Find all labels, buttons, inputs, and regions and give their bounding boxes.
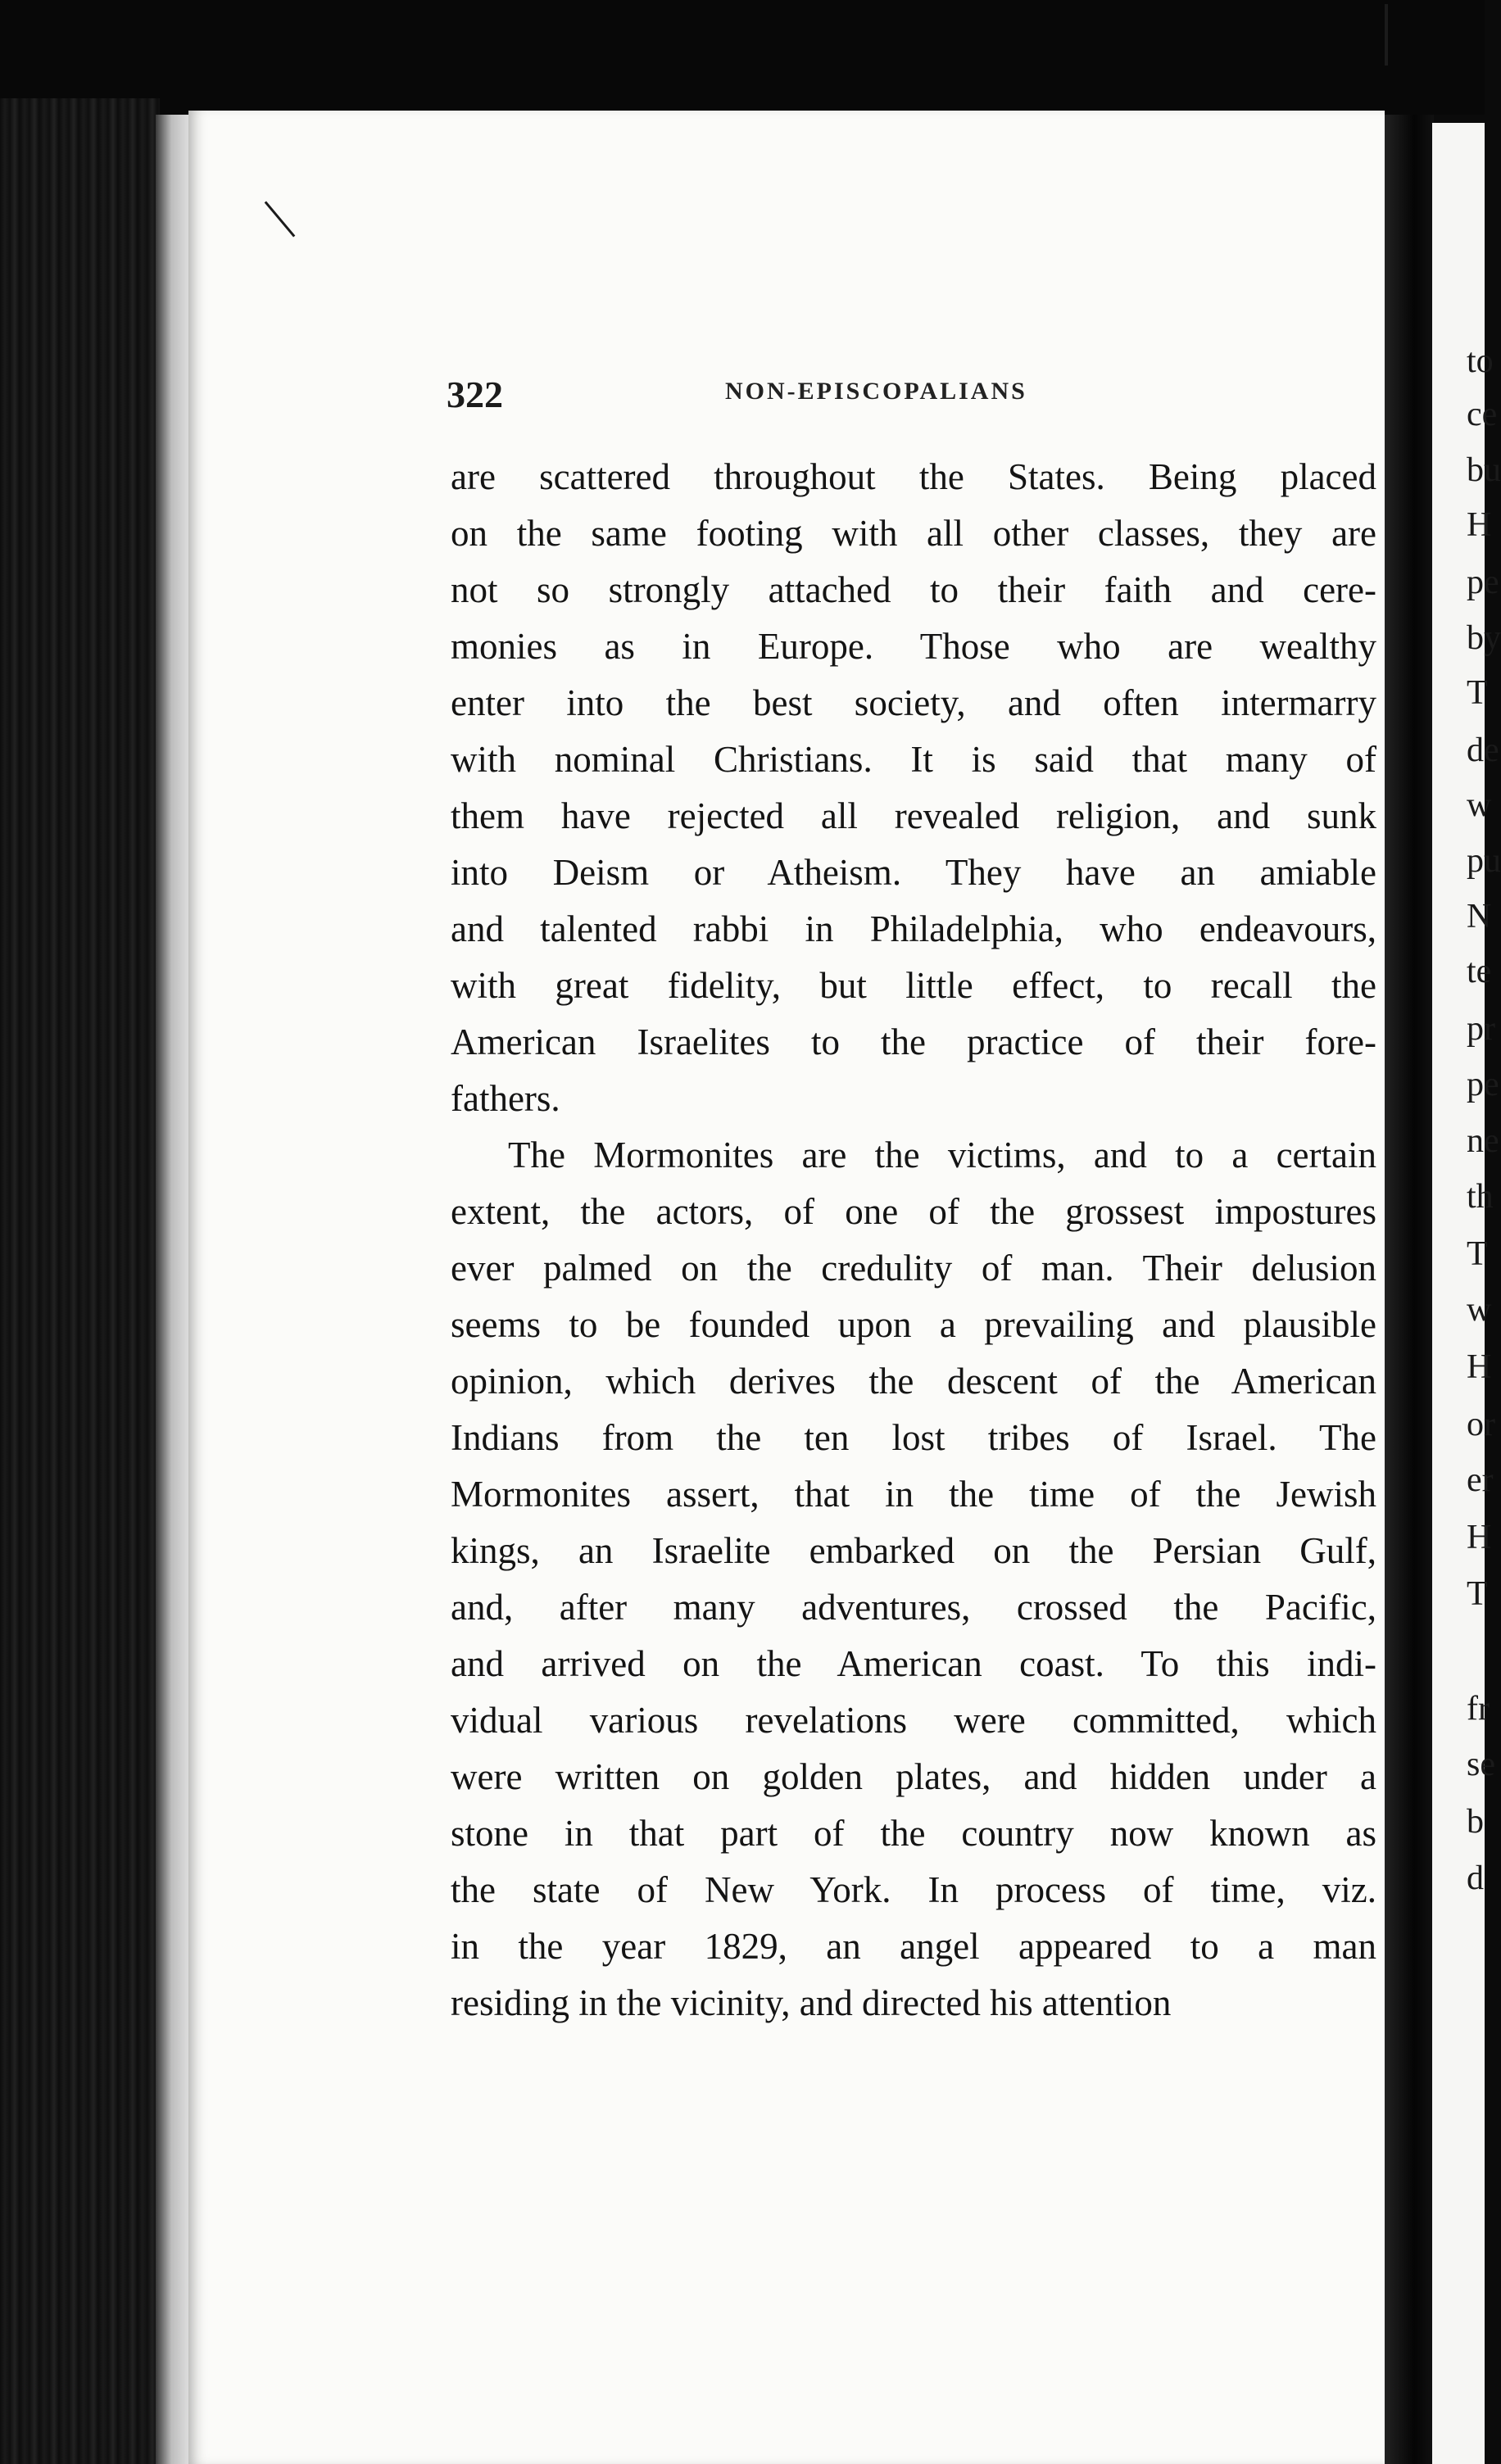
- facing-page-fragment: d: [1467, 1859, 1484, 1897]
- page-number: 322: [447, 374, 503, 415]
- paragraph: [451, 449, 1376, 1127]
- text-line: and talented rabbi in Philadelphia, who endeavours,: [451, 908, 1376, 949]
- running-head-title: NON-EPISCOPALIANS: [725, 378, 1027, 405]
- scanner-background-top: [0, 0, 1485, 115]
- text-line: stone in that part of the country now known as: [451, 1813, 1376, 1854]
- text-line: and arrived on the American coast. To this indi-: [451, 1643, 1376, 1684]
- text-line: seems to be founded upon a prevailing and plausible: [451, 1304, 1376, 1345]
- facing-page-fragment: T: [1467, 1575, 1488, 1613]
- text-line: with nominal Christians. It is said that many of: [451, 739, 1376, 780]
- text-line: The Mormonites are the victims, and to a certain: [508, 1135, 1376, 1175]
- facing-page-fragment: se: [1467, 1746, 1495, 1783]
- facing-page-fragment: to: [1467, 342, 1494, 380]
- text-line: in the year 1829, an angel appeared to a man: [451, 1926, 1376, 1967]
- facing-page-fragment: H: [1467, 1348, 1492, 1386]
- text-line: and, after many adventures, crossed the Pacific,: [451, 1587, 1376, 1628]
- facing-page-fragment: w: [1467, 1291, 1492, 1329]
- text-line: Indians from the ten lost tribes of Israel. The: [451, 1417, 1376, 1458]
- facing-page-fragment: T: [1467, 1235, 1488, 1273]
- book-gutter: [1385, 115, 1434, 2464]
- text-line: opinion, which derives the descent of the American: [451, 1361, 1376, 1402]
- scan-artifact: [1385, 4, 1388, 66]
- facing-page-fragment: th: [1467, 1178, 1494, 1216]
- facing-page-fragment: bu: [1467, 451, 1501, 489]
- facing-page-fragment: T: [1467, 674, 1488, 712]
- text-line: kings, an Israelite embarked on the Persian Gulf,: [451, 1530, 1376, 1571]
- scanner-background-left: [0, 98, 160, 2464]
- text-line: into Deism or Atheism. They have an amiable: [451, 852, 1376, 893]
- facing-page-edge: [1432, 123, 1501, 2464]
- text-line: them have rejected all revealed religion, and sunk: [451, 795, 1376, 836]
- facing-page-fragment: b: [1467, 1803, 1484, 1841]
- facing-page-fragment: w: [1467, 786, 1492, 824]
- text-line: Mormonites assert, that in the time of the Jewish: [451, 1474, 1376, 1515]
- text-line: monies as in Europe. Those who are wealthy: [451, 626, 1376, 667]
- facing-page-fragment: H: [1467, 506, 1492, 544]
- facing-page-fragment: pe: [1467, 564, 1499, 601]
- facing-page-fragment: by: [1467, 619, 1501, 657]
- facing-page-fragment: er: [1467, 1461, 1494, 1499]
- paragraph: [451, 1127, 1376, 2031]
- text-line: fathers.: [451, 1078, 560, 1119]
- text-line: American Israelites to the practice of their fore-: [451, 1021, 1376, 1062]
- body-text: [451, 449, 1376, 2031]
- text-line: ever palmed on the credulity of man. Their delusion: [451, 1248, 1376, 1289]
- facing-page-fragment: N: [1467, 898, 1492, 935]
- text-line: the state of New York. In process of time, viz.: [451, 1869, 1376, 1910]
- text-line: on the same footing with all other classes, they are: [451, 513, 1376, 554]
- text-line: vidual various revelations were committed, which: [451, 1700, 1376, 1741]
- text-line: with great fidelity, but little effect, to recall the: [451, 965, 1376, 1006]
- facing-page-fragment: fr: [1467, 1690, 1490, 1728]
- facing-page-fragment: te: [1467, 953, 1492, 990]
- facing-page-fragment: or: [1467, 1406, 1495, 1443]
- facing-page-fragment: pr: [1467, 1010, 1495, 1048]
- text-line: are scattered throughout the States. Being placed: [451, 456, 1376, 497]
- facing-page-fragment: ne: [1467, 1122, 1499, 1160]
- text-line: enter into the best society, and often intermarry: [451, 682, 1376, 723]
- facing-page-fragment: pu: [1467, 842, 1501, 880]
- facing-page-fragment: pe: [1467, 1066, 1499, 1103]
- text-line: residing in the vicinity, and directed his attention: [451, 1982, 1172, 2023]
- text-line: were written on golden plates, and hidden under a: [451, 1756, 1376, 1797]
- text-line: not so strongly attached to their faith and cere-: [451, 569, 1376, 610]
- facing-page-fragment: de: [1467, 732, 1499, 769]
- facing-page-fragment: ce: [1467, 396, 1498, 433]
- facing-page-fragment: H: [1467, 1519, 1492, 1556]
- running-head: [447, 373, 1372, 422]
- text-line: extent, the actors, of one of the grossest impostures: [451, 1191, 1376, 1232]
